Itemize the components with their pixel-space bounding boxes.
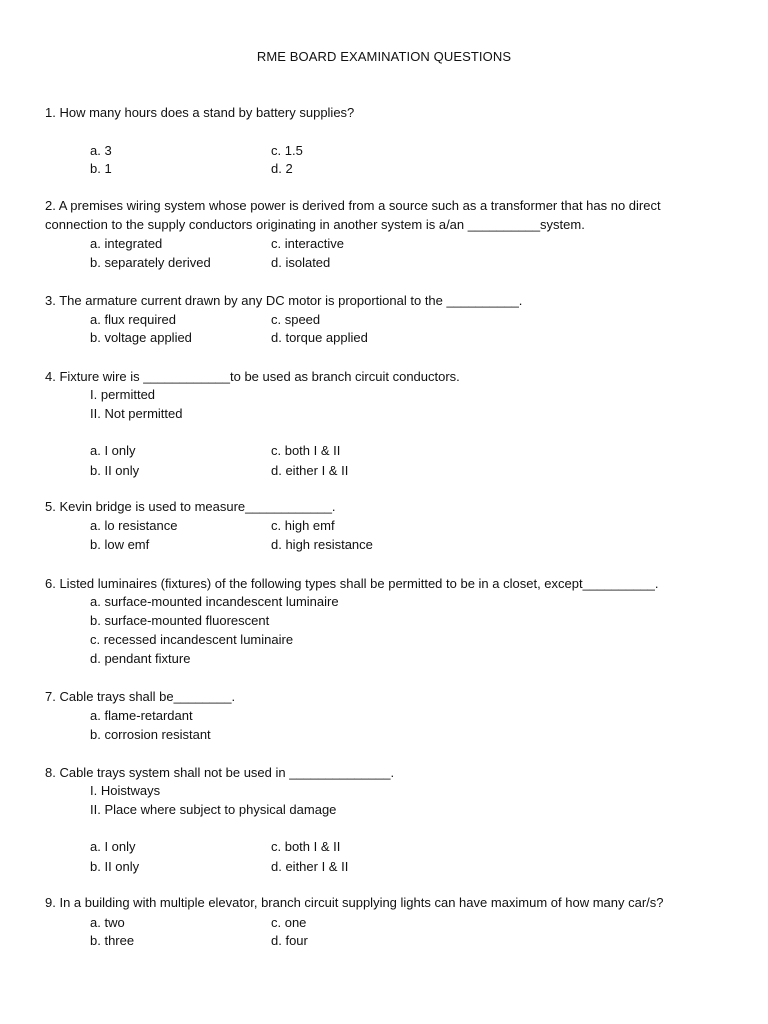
question-9-option-c: c. one <box>271 915 307 930</box>
question-4-text: 4. Fixture wire is ____________to be used as branch circuit conductors. <box>45 369 460 384</box>
question-4-option-c: c. both I & II <box>271 443 341 458</box>
question-5-option-c: c. high emf <box>271 518 335 533</box>
question-1-text: 1. How many hours does a stand by battery supplies? <box>45 105 355 120</box>
question-8-statement-1: I. Hoistways <box>90 783 161 798</box>
question-8-option-b: b. II only <box>90 859 140 874</box>
question-4-option-b: b. II only <box>90 463 140 478</box>
question-9-option-b: b. three <box>90 933 135 948</box>
question-2-text-line-2: connection to the supply conductors originating in another system is a/an __________system. <box>45 217 585 232</box>
question-3-option-a: a. flux required <box>90 312 176 327</box>
question-3-option-b: b. voltage applied <box>90 330 192 345</box>
question-2-text-line-1: 2. A premises wiring system whose power is derived from a source such as a transformer that has no direct <box>45 198 661 213</box>
question-5-option-b: b. low emf <box>90 537 150 552</box>
question-4-option-a: a. I only <box>90 443 136 458</box>
question-5-text: 5. Kevin bridge is used to measure____________. <box>45 499 336 514</box>
question-6-text: 6. Listed luminaires (fixtures) of the following types shall be permitted to be in a closet, except__________. <box>45 576 659 591</box>
question-2-option-c: c. interactive <box>271 236 344 251</box>
page-title: RME BOARD EXAMINATION QUESTIONS <box>256 49 512 64</box>
question-4-statement-1: I. permitted <box>90 387 156 402</box>
question-9-option-d: d. four <box>271 933 308 948</box>
question-2-option-b: b. separately derived <box>90 255 211 270</box>
question-6-option-a: a. surface-mounted incandescent luminaire <box>90 594 339 609</box>
question-1-option-b: b. 1 <box>90 161 112 176</box>
question-8-text: 8. Cable trays system shall not be used in ______________. <box>45 765 395 780</box>
question-3-option-d: d. torque applied <box>271 330 368 345</box>
question-5-option-a: a. lo resistance <box>90 518 178 533</box>
question-5-option-d: d. high resistance <box>271 537 373 552</box>
question-8-option-c: c. both I & II <box>271 839 341 854</box>
question-9-text: 9. In a building with multiple elevator, branch circuit supplying lights can have maximum of how many car/s? <box>45 895 664 910</box>
question-2-option-a: a. integrated <box>90 236 163 251</box>
question-3-text: 3. The armature current drawn by any DC motor is proportional to the __________. <box>45 293 523 308</box>
question-7-text: 7. Cable trays shall be________. <box>45 689 236 704</box>
question-7-option-a: a. flame-retardant <box>90 708 193 723</box>
question-6-option-d: d. pendant fixture <box>90 651 191 666</box>
question-7-option-b: b. corrosion resistant <box>90 727 211 742</box>
question-8-option-d: d. either I & II <box>271 859 349 874</box>
question-3-option-c: c. speed <box>271 312 321 327</box>
question-4-option-d: d. either I & II <box>271 463 349 478</box>
question-6-option-b: b. surface-mounted fluorescent <box>90 613 270 628</box>
question-6-option-c: c. recessed incandescent luminaire <box>90 632 294 647</box>
question-1-option-c: c. 1.5 <box>271 143 303 158</box>
question-1-option-a: a. 3 <box>90 143 112 158</box>
question-8-statement-2: II. Place where subject to physical damage <box>90 802 337 817</box>
question-8-option-a: a. I only <box>90 839 136 854</box>
question-9-option-a: a. two <box>90 915 125 930</box>
question-1-option-d: d. 2 <box>271 161 293 176</box>
question-4-statement-2: II. Not permitted <box>90 406 183 421</box>
question-2-option-d: d. isolated <box>271 255 331 270</box>
